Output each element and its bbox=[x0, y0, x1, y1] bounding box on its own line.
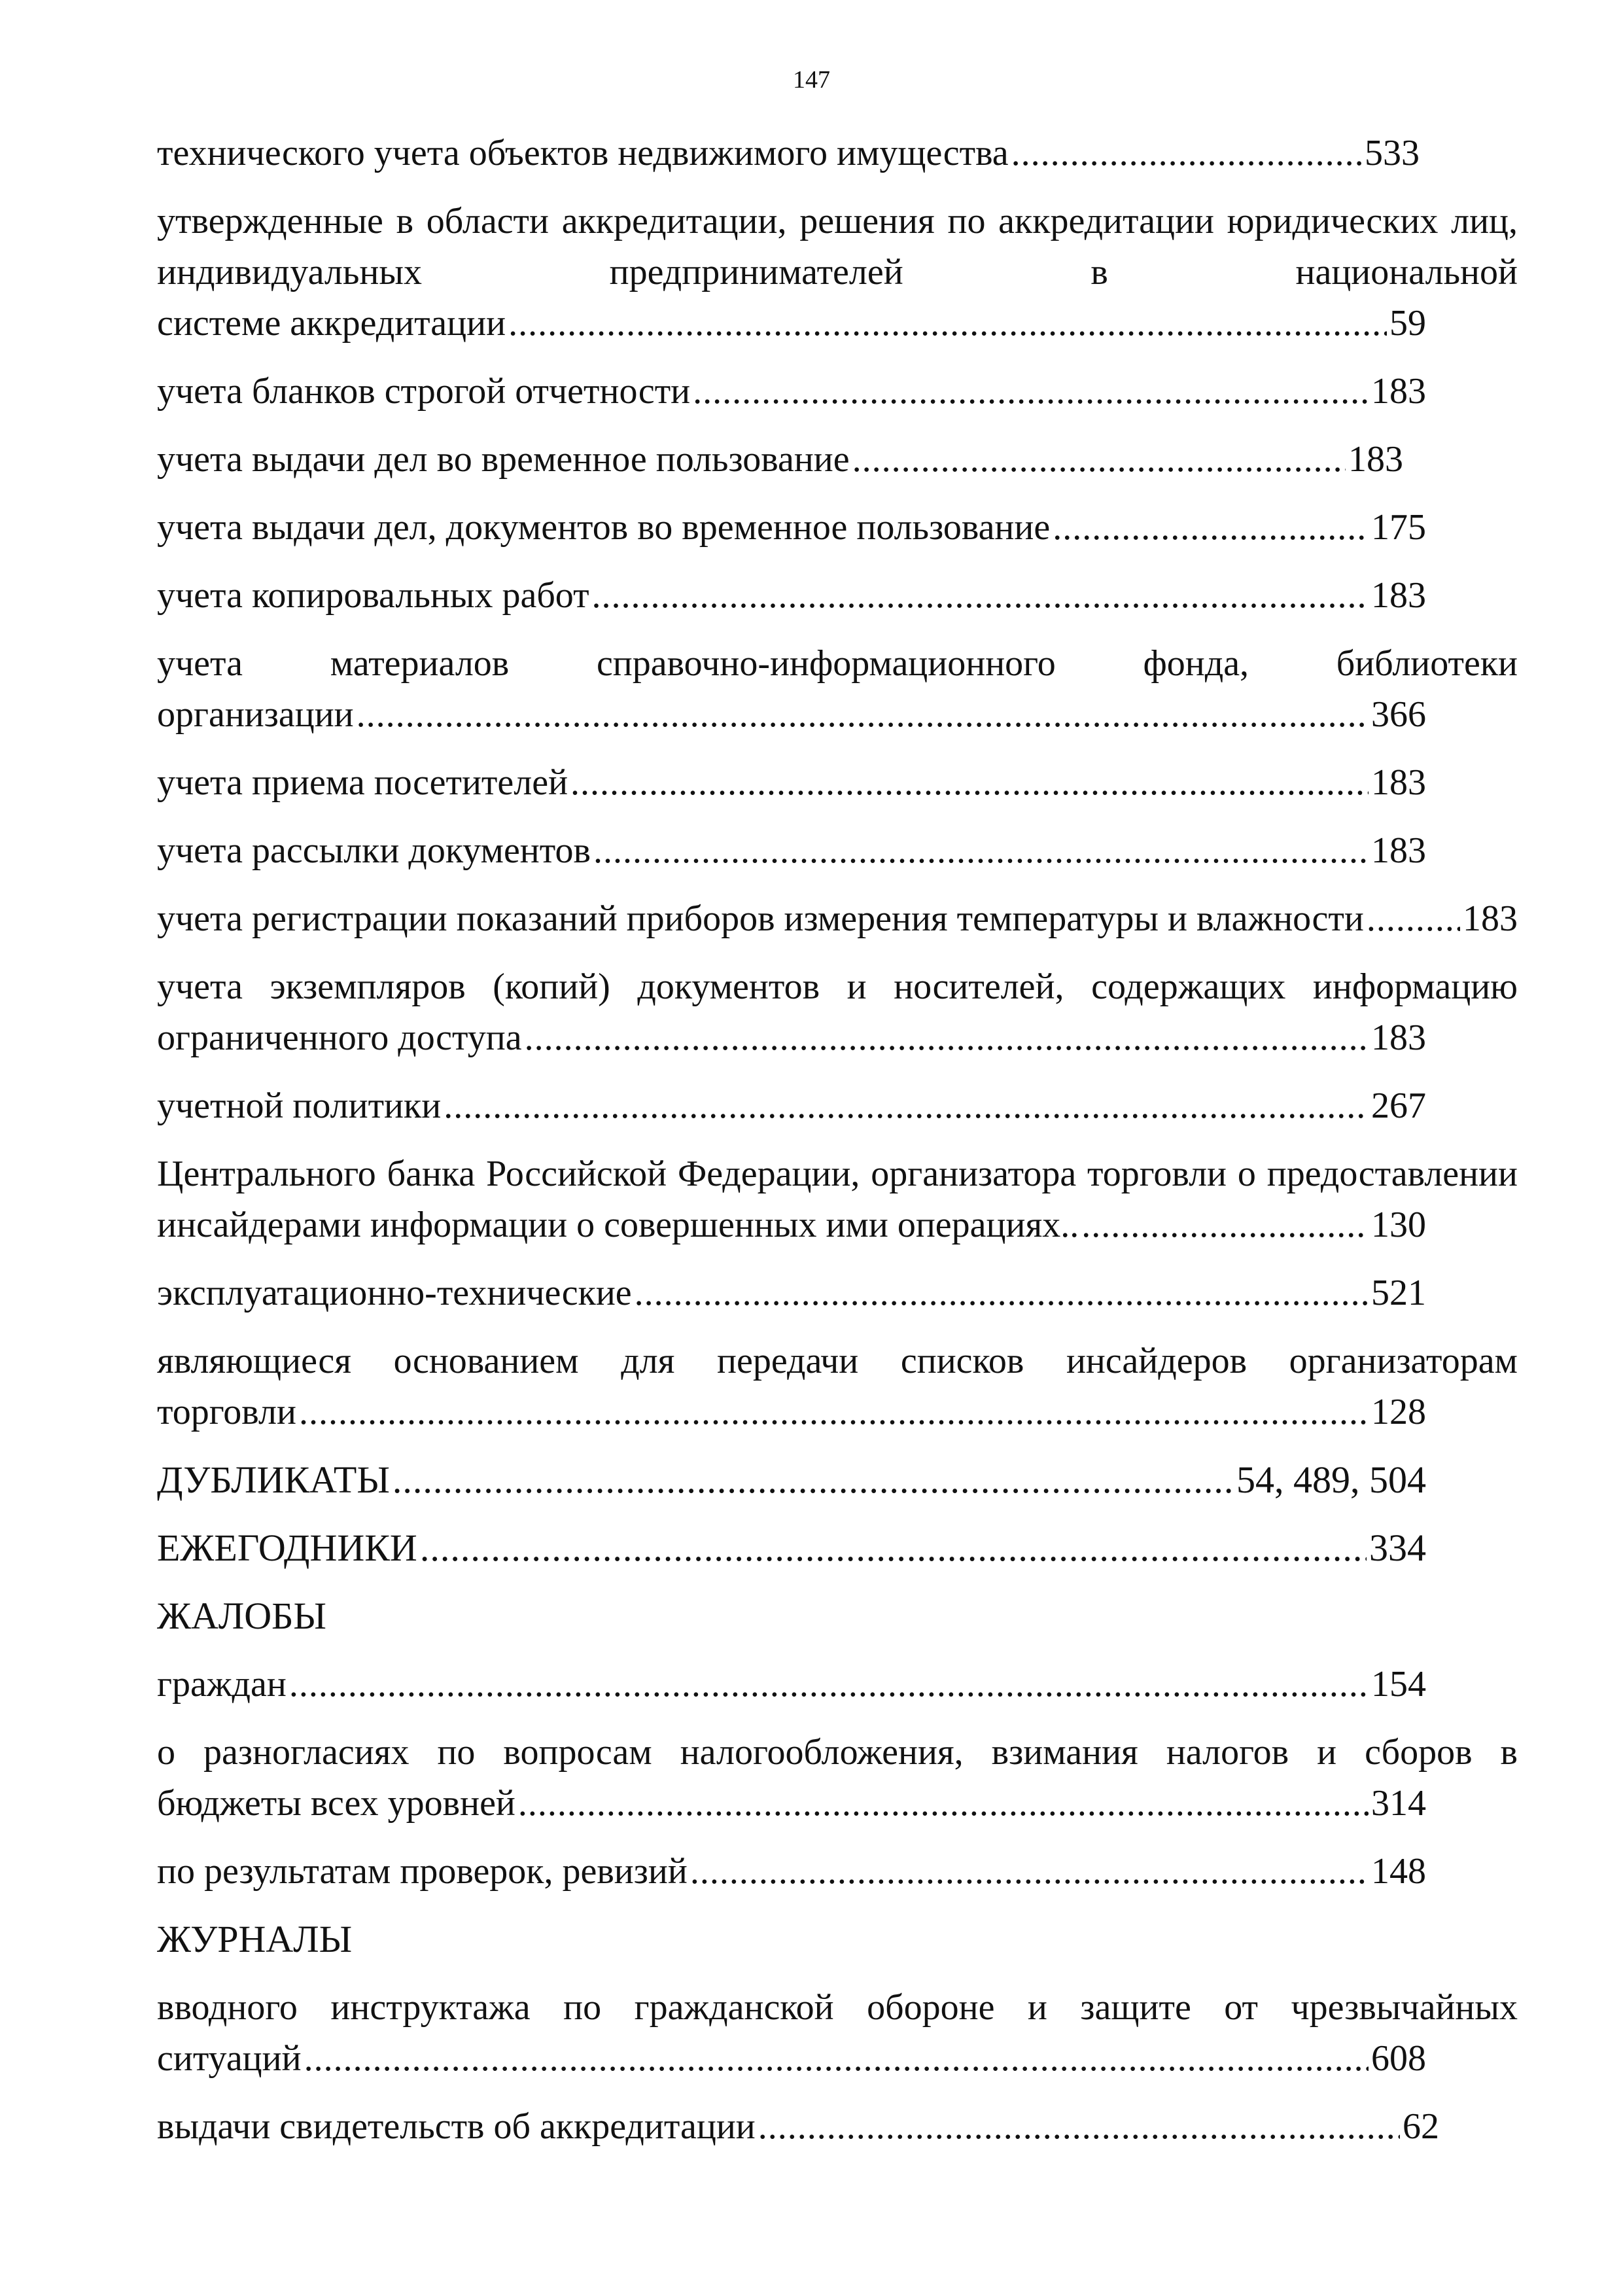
entry-pages: 183 bbox=[1371, 575, 1426, 616]
entry-pages: 183 bbox=[1371, 762, 1426, 803]
index-entry bbox=[157, 196, 1518, 349]
entry-pages: 128 bbox=[1371, 1392, 1426, 1432]
index-heading bbox=[157, 1591, 1518, 1642]
heading-text: ЖАЛОБЫ bbox=[157, 1595, 326, 1637]
dot-leader bbox=[693, 366, 1369, 417]
entry-pages: 183 bbox=[1371, 830, 1426, 871]
entry-line bbox=[157, 570, 1426, 621]
dot-leader bbox=[592, 570, 1369, 621]
entry-pages: 314 bbox=[1371, 1783, 1426, 1824]
entry-text: технического учета объектов недвижимого имущества bbox=[157, 133, 1009, 173]
entry-pages: 533 bbox=[1365, 133, 1420, 173]
entry-text: по результатам проверок, ревизий bbox=[157, 1851, 688, 1892]
index-entry bbox=[157, 1267, 1518, 1318]
index-entry bbox=[157, 502, 1518, 553]
index-entry bbox=[157, 1080, 1518, 1131]
entry-line bbox=[157, 2101, 1439, 2152]
entry-line bbox=[157, 757, 1426, 808]
entry-line bbox=[157, 298, 1426, 349]
index-entry bbox=[157, 1846, 1518, 1897]
entry-line bbox=[157, 502, 1426, 553]
dot-leader bbox=[690, 1846, 1369, 1897]
entry-pages: 54, 489, 504 bbox=[1236, 1458, 1426, 1501]
dot-leader bbox=[299, 1386, 1369, 1438]
entry-pages: 183 bbox=[1371, 1017, 1426, 1058]
entry-line bbox=[157, 1659, 1426, 1710]
entry-text: учета приема посетителей bbox=[157, 762, 568, 803]
entry-text: торговли bbox=[157, 1392, 296, 1432]
entry-text: учета бланков строгой отчетности bbox=[157, 371, 691, 412]
entry-text: ограниченного доступа bbox=[157, 1017, 522, 1058]
entry-wrap-text: о разногласиях по вопросам налогообложения, взимания налогов и сборов в bbox=[157, 1732, 1518, 1773]
entry-text: граждан bbox=[157, 1664, 287, 1704]
entry-line bbox=[157, 2033, 1426, 2084]
entry-wrap-text: вводного инструктажа по гражданской обороне и защите от чрезвычайных bbox=[157, 1987, 1518, 2028]
entry-pages: 148 bbox=[1371, 1851, 1426, 1892]
dot-leader bbox=[508, 298, 1387, 349]
entry-text: системе аккредитации bbox=[157, 303, 506, 344]
entry-pages: 608 bbox=[1371, 2038, 1426, 2079]
entry-text: выдачи свидетельств об аккредитации bbox=[157, 2106, 756, 2147]
dot-leader bbox=[393, 1455, 1234, 1506]
entry-pages: 521 bbox=[1371, 1273, 1426, 1313]
entry-pages: 366 bbox=[1371, 694, 1426, 735]
dot-leader bbox=[1011, 128, 1362, 179]
dot-leader bbox=[444, 1080, 1369, 1131]
index-entry bbox=[157, 434, 1518, 485]
entry-wrap-text: учета экземпляров (копий) документов и носителей, содержащих информацию bbox=[157, 966, 1518, 1007]
index-entry bbox=[157, 893, 1518, 944]
dot-leader bbox=[570, 757, 1369, 808]
index-entry bbox=[157, 128, 1518, 179]
entry-text: организации bbox=[157, 694, 354, 735]
dot-leader bbox=[635, 1267, 1369, 1318]
index-entry bbox=[157, 1335, 1518, 1438]
heading-text: ДУБЛИКАТЫ bbox=[157, 1458, 390, 1501]
dot-leader bbox=[518, 1778, 1369, 1829]
entry-wrap-text: являющиеся основанием для передачи списков инсайдеров организаторам bbox=[157, 1341, 1518, 1381]
dot-leader bbox=[525, 1012, 1369, 1063]
entry-line bbox=[157, 128, 1420, 179]
entry-line bbox=[157, 1012, 1426, 1063]
entry-pages: 62 bbox=[1403, 2106, 1439, 2147]
dot-leader bbox=[289, 1659, 1369, 1710]
dot-leader bbox=[1081, 1199, 1369, 1250]
entry-line bbox=[157, 893, 1518, 944]
entry-text: эксплуатационно-технические bbox=[157, 1273, 632, 1313]
entry-text: ситуаций bbox=[157, 2038, 302, 2079]
entry-line bbox=[157, 1199, 1426, 1250]
entry-line bbox=[157, 1080, 1426, 1131]
entry-pages: 183 bbox=[1348, 439, 1403, 480]
dot-leader bbox=[852, 434, 1346, 485]
dot-leader bbox=[1053, 502, 1369, 553]
heading-text: ЖУРНАЛЫ bbox=[157, 1918, 353, 1960]
entry-text: бюджеты всех уровней bbox=[157, 1783, 515, 1824]
index-entry bbox=[157, 1982, 1518, 2084]
index-heading bbox=[157, 1914, 1518, 1965]
entry-text: учета рассылки документов bbox=[157, 830, 591, 871]
dot-leader bbox=[357, 689, 1369, 740]
entry-line bbox=[157, 1523, 1426, 1574]
entry-text: учета выдачи дел во временное пользование bbox=[157, 439, 850, 480]
index-entry bbox=[157, 825, 1518, 876]
entry-wrap-text: учета материалов справочно-информационного фонда, библиотеки bbox=[157, 643, 1518, 684]
index-entry bbox=[157, 638, 1518, 740]
dot-leader bbox=[420, 1523, 1367, 1574]
index-entry bbox=[157, 570, 1518, 621]
entry-text: учета выдачи дел, документов во временное пользование bbox=[157, 507, 1051, 548]
dot-leader bbox=[758, 2101, 1400, 2152]
index-entry bbox=[157, 961, 1518, 1063]
index-entry bbox=[157, 1727, 1518, 1829]
index-entry bbox=[157, 1148, 1518, 1250]
dot-leader bbox=[304, 2033, 1369, 2084]
entry-line bbox=[157, 1455, 1426, 1506]
entry-text: инсайдерами информации о совершенных ими операциях.. bbox=[157, 1205, 1079, 1245]
index-heading-entry bbox=[157, 1523, 1518, 1574]
entry-pages: 59 bbox=[1389, 303, 1426, 344]
entry-pages: 267 bbox=[1371, 1086, 1426, 1126]
entry-line bbox=[157, 1386, 1426, 1438]
entry-line bbox=[157, 366, 1426, 417]
entry-line bbox=[157, 1778, 1426, 1829]
entry-pages: 154 bbox=[1371, 1664, 1426, 1704]
index-entry bbox=[157, 366, 1518, 417]
heading-text: ЕЖЕГОДНИКИ bbox=[157, 1527, 417, 1569]
entry-wrap-text: Центрального банка Российской Федерации, организатора торговли о предоставлении bbox=[157, 1154, 1518, 1194]
entry-line bbox=[157, 825, 1426, 876]
entry-text: учетной политики bbox=[157, 1086, 442, 1126]
index-entry bbox=[157, 2101, 1518, 2152]
entry-pages: 183 bbox=[1463, 898, 1518, 939]
entry-line bbox=[157, 1267, 1426, 1318]
subject-index bbox=[157, 128, 1518, 2169]
index-entry bbox=[157, 1659, 1518, 1710]
entry-text: учета копировальных работ bbox=[157, 575, 589, 616]
page-number: 147 bbox=[793, 66, 830, 94]
entry-line bbox=[157, 434, 1403, 485]
entry-pages: 334 bbox=[1369, 1527, 1426, 1569]
index-heading-entry bbox=[157, 1455, 1518, 1506]
dot-leader bbox=[1367, 893, 1460, 944]
entry-line bbox=[157, 689, 1426, 740]
entry-pages: 130 bbox=[1371, 1205, 1426, 1245]
entry-wrap-text: утвержденные в области аккредитации, решения по аккредитации юридических лиц, индивидуальных предпринимателей в национальной bbox=[157, 201, 1518, 292]
index-entry bbox=[157, 757, 1518, 808]
entry-line bbox=[157, 1846, 1426, 1897]
entry-pages: 175 bbox=[1371, 507, 1426, 548]
entry-text: учета регистрации показаний приборов измерения температуры и влажности bbox=[157, 898, 1364, 939]
dot-leader bbox=[593, 825, 1369, 876]
entry-pages: 183 bbox=[1371, 371, 1426, 412]
